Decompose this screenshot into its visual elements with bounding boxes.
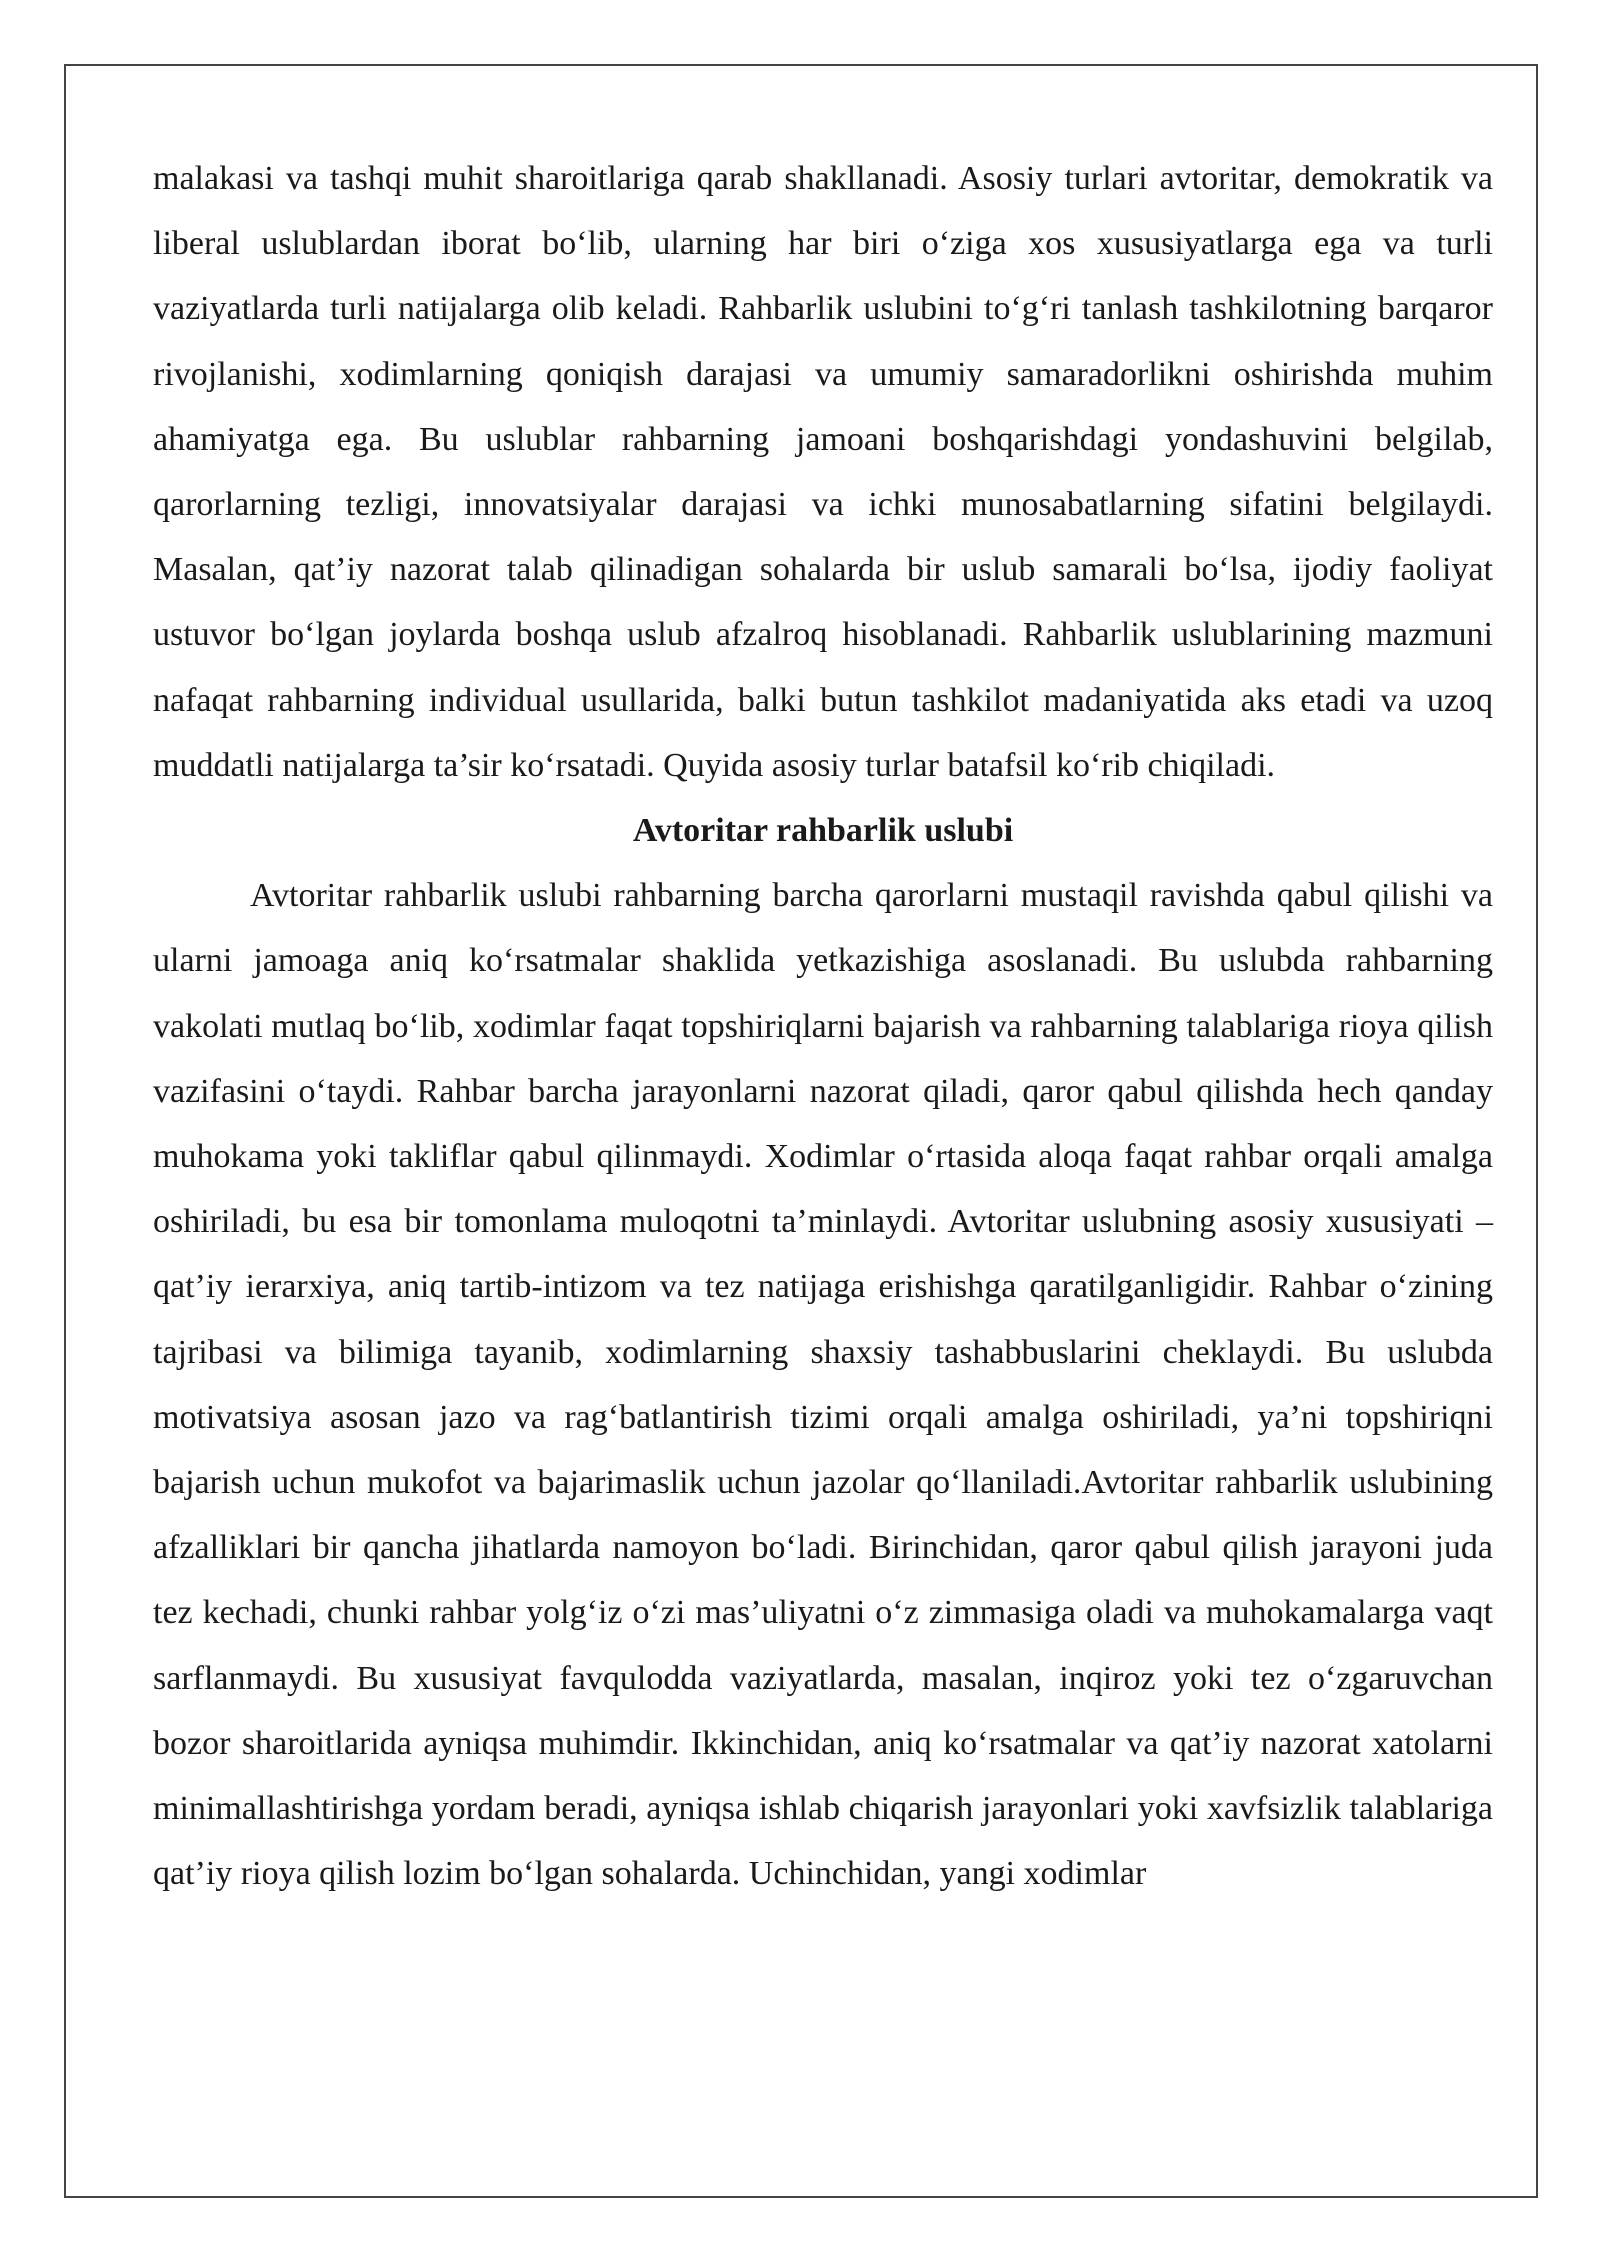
- section-heading: Avtoritar rahbarlik uslubi: [632, 812, 1014, 850]
- body-paragraph-authoritarian: Avtoritar rahbarlik uslubi rahbarning barcha qarorlarni mustaqil ravishda qabul qilishi va ularni jamoaga aniq ko‘rsatmalar shaklida yetkazishiga asoslanadi. Bu uslubda rahbarning vakolati mutlaq bo‘lib, xodimlar faqat topshiriqlarni bajarish va rahbarning talablariga rioya qilish vazifasini o‘taydi. Rahbar barcha jarayonlarni nazorat qiladi, qaror qabul qilishda hech qanday muhokama yoki takliflar qabul qilinmaydi. Xodimlar o‘rtasida aloqa faqat rahbar orqali amalga oshiriladi, bu esa bir tomonlama muloqotni ta’minlaydi. Avtoritar uslubning asosiy xususiyati – qat’iy ierarxiya, aniq tartib-intizom va tez natijaga erishishga qaratilganligidir. Rahbar o‘zining tajribasi va bilimiga tayanib, xodimlarning shaxsiy tashabbuslarini cheklaydi. Bu uslubda motivatsiya asosan jazo va rag‘batlantirish tizimi orqali amalga oshiriladi, ya’ni topshiriqni bajarish uchun mukofot va bajarimaslik uchun jazolar qo‘llaniladi.Avtoritar rahbarlik uslubining afzalliklari bir qancha jihatlarda namoyon bo‘ladi. Birinchidan, qaror qabul qilish jarayoni juda tez kechadi, chunki rahbar yolg‘iz o‘zi mas’uliyatni o‘z zimmasiga oladi va muhokamalarga vaqt sarflanmaydi. Bu xususiyat favqulodda vaziyatlarda, masalan, inqiroz yoki tez o‘zgaruvchan bozor sharoitlarida ayniqsa muhimdir. Ikkinchidan, aniq ko‘rsatmalar va qat’iy nazorat xatolarni minimallashtirishga yordam beradi, ayniqsa ishlab chiqarish jarayonlari yoki xavfsizlik talablariga qat’iy rioya qilish lozim bo‘lgan sohalarda. Uchinchidan, yangi xodimlar: [153, 877, 1493, 1893]
- document-body: [153, 146, 1493, 1906]
- body-paragraph-intro: malakasi va tashqi muhit sharoitlariga qarab shakllanadi. Asosiy turlari avtoritar, demokratik va liberal uslublardan iborat bo‘lib, ularning har biri o‘ziga xos xususiyatlarga ega va turli vaziyatlarda turli natijalarga olib keladi. Rahbarlik uslubini to‘g‘ri tanlash tashkilotning barqaror rivojlanishi, xodimlarning qoniqish darajasi va umumiy samaradorlikni oshirishda muhim ahamiyatga ega. Bu uslublar rahbarning jamoani boshqarishdagi yondashuvini belgilab, qarorlarning tezligi, innovatsiyalar darajasi va ichki munosabatlarning sifatini belgilaydi. Masalan, qat’iy nazorat talab qilinadigan sohalarda bir uslub samarali bo‘lsa, ijodiy faoliyat ustuvor bo‘lgan joylarda boshqa uslub afzalroq hisoblanadi. Rahbarlik uslublarining mazmuni nafaqat rahbarning individual usullarida, balki butun tashkilot madaniyatida aks etadi va uzoq muddatli natijalarga ta’sir ko‘rsatadi. Quyida asosiy turlar batafsil ko‘rib chiqiladi.: [153, 160, 1493, 784]
